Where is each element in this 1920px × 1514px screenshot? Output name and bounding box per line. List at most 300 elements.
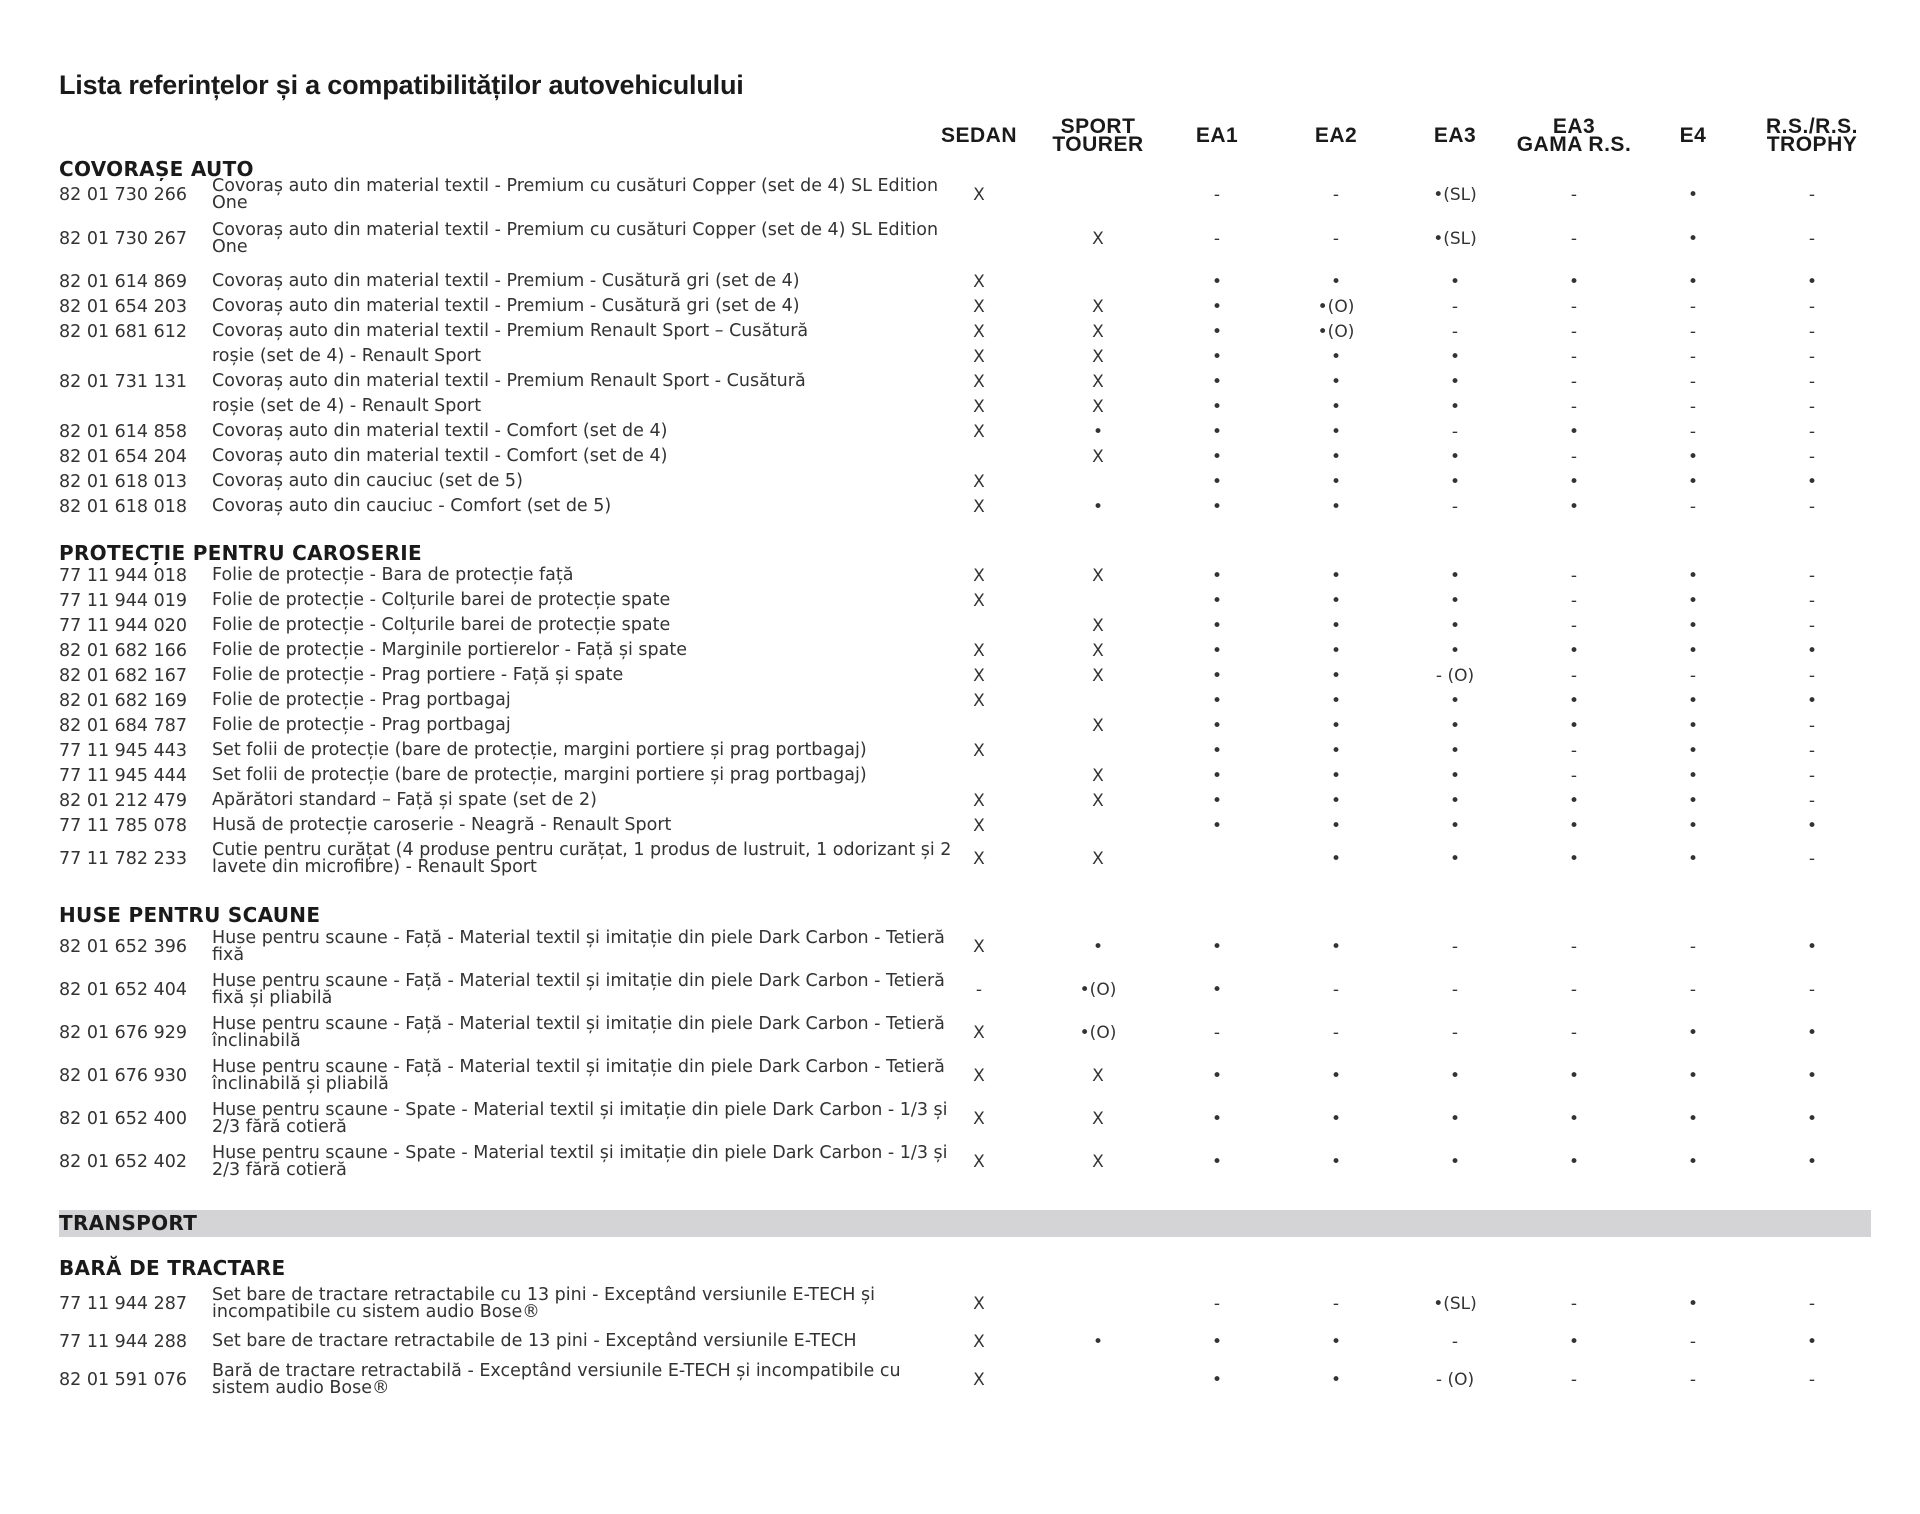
compatibility-cell: • [1687, 816, 1699, 836]
item-description: Folie de protecție - Prag portbagaj [212, 690, 511, 710]
item-description: Bară de tractare retractabilă - Exceptând versiunile E-TECH și incompatibile cu sistem audio Bose® [212, 1361, 901, 1398]
compatibility-cell: • [1211, 472, 1223, 492]
compatibility-cell: • [1092, 937, 1104, 957]
item-description: Huse pentru scaune - Față - Material textil și imitație din piele Dark Carbon - Tetieră fixă [212, 928, 945, 965]
reference-number: 82 01 618 018 [59, 497, 188, 517]
reference-number: 82 01 652 400 [59, 1109, 188, 1129]
compatibility-cell: - [1808, 616, 1816, 636]
compatibility-cell: • [1568, 1332, 1580, 1352]
compatibility-cell: X [973, 566, 985, 586]
compatibility-cell: • [1211, 691, 1223, 711]
compatibility-cell: • [1449, 791, 1461, 811]
section-title: BARĂ DE TRACTARE [59, 1256, 286, 1280]
compatibility-cell: X [1092, 766, 1104, 786]
compatibility-cell: - [1570, 980, 1578, 1000]
compatibility-cell: X [973, 372, 985, 392]
compatibility-cell: - [1570, 591, 1578, 611]
compatibility-cell: • [1568, 497, 1580, 517]
compatibility-cell: • [1330, 849, 1342, 869]
compatibility-cell: X [1092, 616, 1104, 636]
column-header: EA1 [1195, 124, 1239, 147]
compatibility-cell: • [1449, 849, 1461, 869]
compatibility-cell: • [1806, 1066, 1818, 1086]
compatibility-cell: X [973, 1109, 985, 1129]
compatibility-cell: - [1570, 185, 1578, 205]
compatibility-cell: - [1689, 422, 1697, 442]
compatibility-cell: • [1568, 472, 1580, 492]
compatibility-cell: • [1211, 297, 1223, 317]
compatibility-cell: - [1808, 766, 1816, 786]
compatibility-cell: X [973, 397, 985, 417]
compatibility-cell: • [1687, 616, 1699, 636]
compatibility-cell: • [1449, 1152, 1461, 1172]
compatibility-cell: • [1806, 272, 1818, 292]
compatibility-cell: - [1213, 1294, 1221, 1314]
compatibility-cell: X [973, 1370, 985, 1390]
compatibility-cell: • [1330, 666, 1342, 686]
compatibility-cell: • [1211, 937, 1223, 957]
compatibility-cell: X [973, 347, 985, 367]
compatibility-cell: • [1687, 472, 1699, 492]
compatibility-cell: • [1806, 1109, 1818, 1129]
compatibility-cell: • [1211, 447, 1223, 467]
reference-number: 82 01 676 930 [59, 1066, 188, 1086]
compatibility-cell: X [973, 691, 985, 711]
compatibility-cell: • [1330, 766, 1342, 786]
compatibility-cell: • [1449, 1066, 1461, 1086]
compatibility-cell: - [1808, 791, 1816, 811]
reference-number: 77 11 944 287 [59, 1294, 188, 1314]
item-description: Covoraș auto din cauciuc - Comfort (set de 5) [212, 496, 612, 516]
section-title: PROTECȚIE PENTRU CAROSERIE [59, 541, 422, 565]
compatibility-cell: X [1092, 716, 1104, 736]
compatibility-cell: • [1806, 1332, 1818, 1352]
item-description: Covoraș auto din material textil - Premium Renault Sport - Cusătură [212, 371, 806, 391]
reference-number: 82 01 682 167 [59, 666, 188, 686]
compatibility-cell: - [1808, 741, 1816, 761]
reference-number: 77 11 944 288 [59, 1332, 188, 1352]
compatibility-cell: •(SL) [1433, 185, 1477, 205]
compatibility-cell: X [1092, 229, 1104, 249]
compatibility-cell: X [973, 272, 985, 292]
item-description: Huse pentru scaune - Față - Material textil și imitație din piele Dark Carbon - Tetieră înclinabilă [212, 1014, 945, 1051]
compatibility-cell: - [1570, 566, 1578, 586]
reference-number: 82 01 654 203 [59, 297, 188, 317]
compatibility-cell: - [1570, 372, 1578, 392]
reference-number: 82 01 682 169 [59, 691, 188, 711]
compatibility-cell: - [1451, 1023, 1459, 1043]
item-description: Covoraș auto din material textil - Comfort (set de 4) [212, 421, 668, 441]
compatibility-cell: - [1808, 322, 1816, 342]
compatibility-cell: • [1330, 641, 1342, 661]
compatibility-cell: X [973, 1294, 985, 1314]
compatibility-cell: - [1689, 1332, 1697, 1352]
compatibility-cell: • [1449, 591, 1461, 611]
item-description: roșie (set de 4) - Renault Sport [212, 346, 482, 366]
compatibility-cell: • [1449, 1109, 1461, 1129]
reference-number: 82 01 591 076 [59, 1370, 188, 1390]
compatibility-cell: • [1568, 1152, 1580, 1172]
compatibility-cell: • [1330, 447, 1342, 467]
compatibility-cell: - [1451, 497, 1459, 517]
compatibility-cell: X [1092, 322, 1104, 342]
compatibility-cell: - [1570, 616, 1578, 636]
compatibility-cell: - [1808, 566, 1816, 586]
compatibility-cell: • [1687, 766, 1699, 786]
compatibility-cell: X [973, 185, 985, 205]
compatibility-cell: • [1211, 816, 1223, 836]
reference-number: 77 11 782 233 [59, 849, 188, 869]
item-description: Apărători standard – Față și spate (set de 2) [212, 790, 597, 810]
compatibility-cell: • [1211, 1066, 1223, 1086]
compatibility-cell: - [1689, 980, 1697, 1000]
compatibility-cell: - [1808, 666, 1816, 686]
compatibility-cell: - [1332, 1023, 1340, 1043]
compatibility-cell: • [1687, 849, 1699, 869]
compatibility-cell: • [1687, 591, 1699, 611]
compatibility-cell: • [1330, 566, 1342, 586]
compatibility-cell: - [1808, 591, 1816, 611]
compatibility-cell: • [1330, 1109, 1342, 1129]
column-header: EA3 [1433, 124, 1477, 147]
compatibility-cell: X [973, 422, 985, 442]
compatibility-cell: • [1211, 372, 1223, 392]
column-header: EA2 [1314, 124, 1358, 147]
item-description: Covoraș auto din material textil - Premium - Cusătură gri (set de 4) [212, 296, 800, 316]
compatibility-cell: • [1568, 272, 1580, 292]
reference-number: 77 11 945 443 [59, 741, 188, 761]
compatibility-cell: - [1689, 322, 1697, 342]
compatibility-cell: •(O) [1317, 322, 1355, 342]
compatibility-cell: • [1449, 347, 1461, 367]
compatibility-cell: • [1687, 791, 1699, 811]
compatibility-cell: • [1687, 1152, 1699, 1172]
compatibility-cell: - [1570, 1370, 1578, 1390]
compatibility-cell: - [1570, 229, 1578, 249]
compatibility-cell: • [1330, 1332, 1342, 1352]
item-description: Huse pentru scaune - Spate - Material textil și imitație din piele Dark Carbon - 1/3 și 2/3 fără cotieră [212, 1100, 948, 1137]
compatibility-cell: X [1092, 1109, 1104, 1129]
compatibility-cell: • [1211, 1370, 1223, 1390]
compatibility-cell: - [1689, 372, 1697, 392]
compatibility-cell: - [1808, 347, 1816, 367]
reference-number: 82 01 681 612 [59, 322, 188, 342]
compatibility-cell: - [1332, 1294, 1340, 1314]
reference-number: 77 11 944 018 [59, 566, 188, 586]
compatibility-cell: - [1689, 297, 1697, 317]
compatibility-cell: • [1211, 666, 1223, 686]
compatibility-cell: • [1449, 741, 1461, 761]
compatibility-cell: - [1808, 716, 1816, 736]
compatibility-cell: X [973, 497, 985, 517]
compatibility-cell: • [1211, 1152, 1223, 1172]
compatibility-cell: X [973, 816, 985, 836]
compatibility-cell: • [1211, 397, 1223, 417]
compatibility-cell: • [1330, 816, 1342, 836]
compatibility-cell: • [1449, 816, 1461, 836]
compatibility-cell: • [1211, 641, 1223, 661]
compatibility-cell: • [1330, 716, 1342, 736]
compatibility-cell: - [1451, 297, 1459, 317]
item-description: Covoraș auto din material textil - Comfort (set de 4) [212, 446, 668, 466]
compatibility-cell: - [1451, 980, 1459, 1000]
reference-number: 82 01 652 404 [59, 980, 188, 1000]
compatibility-cell: • [1687, 716, 1699, 736]
compatibility-cell: • [1330, 397, 1342, 417]
column-header: E4 [1679, 124, 1707, 147]
item-description: Huse pentru scaune - Față - Material textil și imitație din piele Dark Carbon - Tetieră fixă și pliabilă [212, 971, 945, 1008]
compatibility-cell: • [1687, 447, 1699, 467]
compatibility-cell: X [1092, 566, 1104, 586]
compatibility-cell: - (O) [1435, 1370, 1475, 1390]
item-description: Set bare de tractare retractabile cu 13 pini - Exceptând versiunile E-TECH și incompatibile cu sistem audio Bose® [212, 1285, 875, 1322]
compatibility-cell: • [1330, 1152, 1342, 1172]
compatibility-cell: - [1808, 397, 1816, 417]
reference-number: 82 01 654 204 [59, 447, 188, 467]
compatibility-cell: •(O) [1317, 297, 1355, 317]
compatibility-cell: • [1687, 229, 1699, 249]
item-description: Covoraș auto din material textil - Premium Renault Sport – Cusătură [212, 321, 809, 341]
compatibility-cell: - [1689, 666, 1697, 686]
compatibility-cell: • [1806, 1023, 1818, 1043]
item-description: Covoraș auto din material textil - Premium cu cusături Copper (set de 4) SL Edition One [212, 220, 939, 257]
column-header [1742, 115, 1882, 156]
compatibility-cell: • [1211, 741, 1223, 761]
compatibility-cell: • [1330, 937, 1342, 957]
compatibility-cell: • [1806, 937, 1818, 957]
compatibility-cell: - [1808, 447, 1816, 467]
reference-number: 82 01 731 131 [59, 372, 188, 392]
item-description: Covoraș auto din material textil - Premium - Cusătură gri (set de 4) [212, 271, 800, 291]
reference-number: 82 01 682 166 [59, 641, 188, 661]
compatibility-cell: X [973, 472, 985, 492]
column-header-label: EA3 GAMA R.S. [1516, 115, 1632, 156]
item-description: Set bare de tractare retractabile de 13 pini - Exceptând versiunile E-TECH [212, 1331, 857, 1351]
compatibility-cell: • [1092, 422, 1104, 442]
compatibility-cell: • [1449, 641, 1461, 661]
compatibility-cell: • [1330, 691, 1342, 711]
compatibility-cell: - [1213, 185, 1221, 205]
compatibility-cell: - [1689, 347, 1697, 367]
compatibility-cell: X [1092, 347, 1104, 367]
reference-number: 82 01 618 013 [59, 472, 188, 492]
compatibility-cell: • [1211, 766, 1223, 786]
compatibility-cell: •(O) [1079, 980, 1117, 1000]
compatibility-cell: • [1211, 716, 1223, 736]
compatibility-cell: - [1808, 1294, 1816, 1314]
compatibility-cell: • [1806, 472, 1818, 492]
compatibility-cell: • [1330, 1370, 1342, 1390]
compatibility-cell: • [1211, 347, 1223, 367]
compatibility-cell: - [1570, 397, 1578, 417]
compatibility-cell: - [1451, 1332, 1459, 1352]
compatibility-cell: • [1092, 1332, 1104, 1352]
compatibility-cell: • [1806, 1152, 1818, 1172]
compatibility-cell: • [1211, 616, 1223, 636]
compatibility-cell: X [973, 591, 985, 611]
compatibility-cell: X [1092, 1152, 1104, 1172]
compatibility-cell: X [973, 297, 985, 317]
compatibility-cell: • [1449, 766, 1461, 786]
item-description: Folie de protecție - Colțurile barei de protecție spate [212, 615, 671, 635]
compatibility-cell: X [973, 322, 985, 342]
compatibility-cell: - [1332, 980, 1340, 1000]
compatibility-cell: - [1570, 1023, 1578, 1043]
compatibility-cell: - [1570, 741, 1578, 761]
compatibility-cell: • [1211, 497, 1223, 517]
compatibility-cell: - [1808, 497, 1816, 517]
compatibility-cell: X [1092, 791, 1104, 811]
compatibility-cell: • [1687, 691, 1699, 711]
reference-number: 82 01 652 396 [59, 937, 188, 957]
compatibility-cell: - [1570, 766, 1578, 786]
compatibility-cell: X [1092, 372, 1104, 392]
compatibility-cell: - [1570, 297, 1578, 317]
compatibility-cell: X [973, 791, 985, 811]
compatibility-cell: • [1330, 372, 1342, 392]
reference-number: 77 11 944 019 [59, 591, 188, 611]
reference-number: 77 11 945 444 [59, 766, 188, 786]
item-description: roșie (set de 4) - Renault Sport [212, 396, 482, 416]
compatibility-cell: X [973, 1332, 985, 1352]
compatibility-cell: - (O) [1435, 666, 1475, 686]
item-description: Folie de protecție - Prag portiere - Față și spate [212, 665, 624, 685]
column-header-label: SPORT TOURER [1052, 115, 1144, 156]
item-description: Covoraș auto din material textil - Premium cu cusături Copper (set de 4) SL Edition One [212, 176, 939, 213]
column-header: SEDAN [940, 124, 1017, 147]
compatibility-cell: X [1092, 1066, 1104, 1086]
compatibility-cell: • [1568, 849, 1580, 869]
compatibility-cell: • [1330, 616, 1342, 636]
compatibility-cell: X [1092, 297, 1104, 317]
compatibility-cell: - [1570, 447, 1578, 467]
compatibility-cell: •(O) [1079, 1023, 1117, 1043]
reference-number: 82 01 676 929 [59, 1023, 188, 1043]
compatibility-cell: • [1449, 397, 1461, 417]
compatibility-cell: • [1568, 1066, 1580, 1086]
item-description: Covoraș auto din cauciuc (set de 5) [212, 471, 523, 491]
compatibility-cell: X [973, 1152, 985, 1172]
compatibility-cell: • [1687, 185, 1699, 205]
compatibility-cell: - [1808, 849, 1816, 869]
compatibility-cell: • [1211, 980, 1223, 1000]
compatibility-cell: - [1808, 422, 1816, 442]
compatibility-cell: - [1808, 185, 1816, 205]
compatibility-cell: • [1449, 272, 1461, 292]
compatibility-cell: • [1449, 447, 1461, 467]
compatibility-cell: - [1808, 229, 1816, 249]
compatibility-cell: • [1449, 372, 1461, 392]
compatibility-cell: - [1332, 185, 1340, 205]
compatibility-cell: X [973, 1023, 985, 1043]
band-label: TRANSPORT [59, 1211, 198, 1235]
page-title: Lista referințelor și a compatibilităților autovehiculului [59, 70, 744, 100]
compatibility-cell: • [1211, 1332, 1223, 1352]
compatibility-cell: • [1687, 566, 1699, 586]
compatibility-cell: - [1808, 980, 1816, 1000]
compatibility-cell: • [1568, 791, 1580, 811]
item-description: Folie de protecție - Marginile portierelor - Față și spate [212, 640, 688, 660]
item-description: Husă de protecție caroserie - Neagră - Renault Sport [212, 815, 672, 835]
compatibility-cell: • [1806, 691, 1818, 711]
compatibility-cell: • [1449, 716, 1461, 736]
compatibility-cell: • [1211, 566, 1223, 586]
compatibility-cell: - [1451, 937, 1459, 957]
section-title: COVORAȘE AUTO [59, 157, 254, 181]
reference-number: 82 01 730 266 [59, 185, 188, 205]
compatibility-cell: • [1330, 472, 1342, 492]
compatibility-cell: - [1689, 397, 1697, 417]
reference-number: 77 11 944 020 [59, 616, 188, 636]
compatibility-cell: • [1568, 641, 1580, 661]
compatibility-cell: • [1211, 791, 1223, 811]
compatibility-cell: • [1687, 1109, 1699, 1129]
compatibility-cell: • [1330, 347, 1342, 367]
reference-number: 82 01 614 869 [59, 272, 188, 292]
compatibility-cell: - [1689, 1370, 1697, 1390]
reference-number: 77 11 785 078 [59, 816, 188, 836]
compatibility-cell: • [1568, 1109, 1580, 1129]
compatibility-cell: X [1092, 849, 1104, 869]
compatibility-cell: • [1330, 272, 1342, 292]
compatibility-cell: •(SL) [1433, 229, 1477, 249]
compatibility-cell: • [1687, 272, 1699, 292]
compatibility-cell: X [973, 1066, 985, 1086]
compatibility-cell: • [1330, 741, 1342, 761]
compatibility-cell: • [1449, 472, 1461, 492]
compatibility-cell: - [1570, 322, 1578, 342]
column-header-label: R.S./R.S. TROPHY [1765, 115, 1859, 156]
reference-number: 82 01 730 267 [59, 229, 188, 249]
compatibility-cell: - [1451, 422, 1459, 442]
compatibility-cell: - [1213, 1023, 1221, 1043]
compatibility-cell: - [1808, 372, 1816, 392]
reference-number: 82 01 212 479 [59, 791, 188, 811]
compatibility-cell: - [1213, 229, 1221, 249]
item-description: Folie de protecție - Prag portbagaj [212, 715, 511, 735]
compatibility-cell: - [1689, 937, 1697, 957]
compatibility-cell: X [973, 937, 985, 957]
compatibility-cell: • [1687, 1066, 1699, 1086]
compatibility-cell: - [1451, 322, 1459, 342]
compatibility-cell: X [1092, 666, 1104, 686]
compatibility-cell: • [1449, 691, 1461, 711]
compatibility-cell: - [1332, 229, 1340, 249]
compatibility-cell: - [1808, 1370, 1816, 1390]
compatibility-cell: • [1092, 497, 1104, 517]
compatibility-cell: • [1211, 591, 1223, 611]
compatibility-cell: • [1211, 1109, 1223, 1129]
compatibility-cell: X [1092, 397, 1104, 417]
item-description: Huse pentru scaune - Spate - Material textil și imitație din piele Dark Carbon - 1/3 și 2/3 fără cotieră [212, 1143, 948, 1180]
item-description: Folie de protecție - Colțurile barei de protecție spate [212, 590, 671, 610]
compatibility-cell: - [975, 980, 983, 1000]
reference-number: 82 01 614 858 [59, 422, 188, 442]
compatibility-cell: - [1570, 1294, 1578, 1314]
item-description: Cutie pentru curățat (4 produse pentru curățat, 1 produs de lustruit, 1 odorizant și 2 lavete din microfibre) - Renault Sport [212, 840, 952, 877]
compatibility-cell: X [1092, 641, 1104, 661]
compatibility-cell: • [1330, 1066, 1342, 1086]
compatibility-cell: • [1330, 422, 1342, 442]
compatibility-cell: • [1330, 791, 1342, 811]
compatibility-cell: • [1449, 616, 1461, 636]
compatibility-cell: X [973, 849, 985, 869]
compatibility-cell: • [1449, 566, 1461, 586]
reference-number: 82 01 684 787 [59, 716, 188, 736]
compatibility-cell: • [1211, 422, 1223, 442]
compatibility-cell: - [1689, 497, 1697, 517]
compatibility-cell: • [1568, 716, 1580, 736]
